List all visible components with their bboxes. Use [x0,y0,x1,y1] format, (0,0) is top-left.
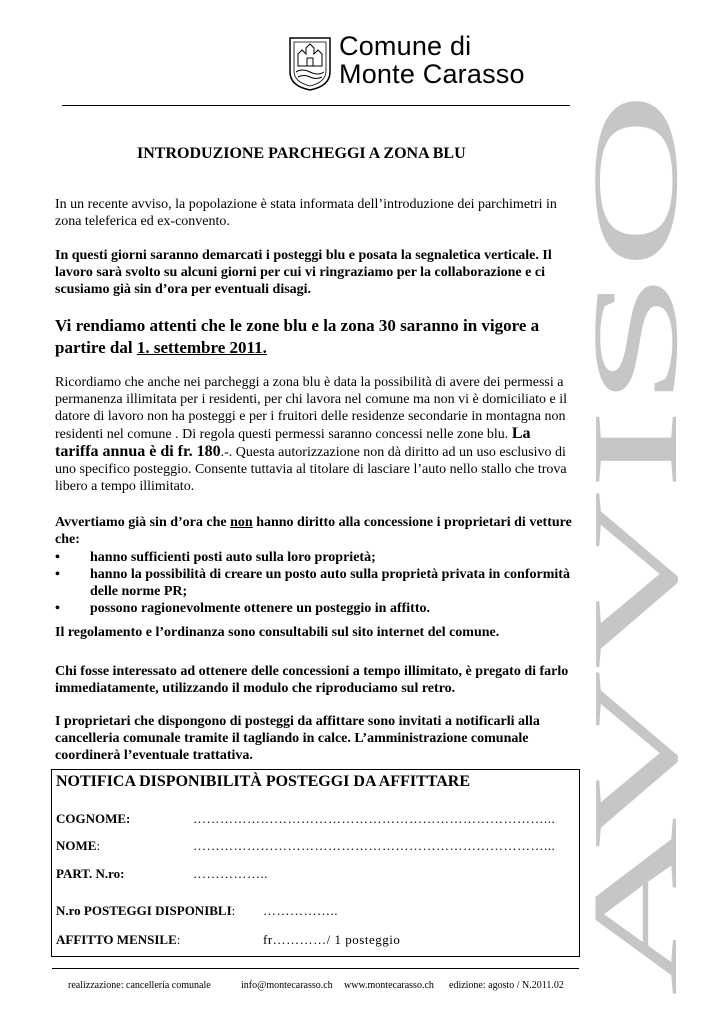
list-item-text: hanno la possibilità di creare un posto auto sulla proprietà privata in conformità delle norme PR; [90,567,570,599]
affitto-label-text: AFFITTO MENSILE [56,932,177,947]
footer-credit: realizzazione: cancelleria comunale [68,980,211,991]
posteggi-label [56,903,235,919]
bullet-icon: • [55,550,60,565]
permits-paragraph [55,374,577,495]
permits-text-a: Ricordiamo che anche nei parcheggi a zona blu è data la possibilità di avere dei permessi a permanenza illimitata per i residenti, per chi lavora nel comune ma non vi è domiciliato e il datore di lavoro non ha posteggi e per i fruitori delle residenze secondarie in montagna non residenti nel comune . Di regola questi permessi saranno concessi nelle zone blu. [55,375,567,442]
town-name-line2: Monte Carasso [339,59,525,89]
nome-label-text: NOME [56,838,97,853]
notice-date: 1. settembre 2011. [136,338,267,357]
coat-of-arms-icon [288,36,332,92]
footer-website[interactable]: www.montecarasso.ch [344,980,434,991]
posteggi-label-text: N.ro POSTEGGI DISPONIBLI [56,903,232,918]
affitto-field[interactable]: fr…………/ 1 posteggio [263,932,401,947]
form-title: NOTIFICA DISPONIBILITÀ POSTEGGI DA AFFITTARE [56,773,471,790]
cognome-label: COGNOME: [56,811,131,826]
page-title: INTRODUZIONE PARCHEGGI A ZONA BLU [137,145,466,162]
list-item-text: hanno sufficienti posti auto sulla loro proprietà; [90,550,376,565]
part-label: PART. N.ro: [56,866,125,881]
bullet-icon: • [55,567,60,582]
list-item [55,566,575,600]
regulation-paragraph: Il regolamento e l’ordinanza sono consultabili sul sito internet del comune. [55,625,500,640]
list-item-text: possono ragionevolmente ottenere un posteggio in affitto. [90,601,430,616]
nome-label-colon: : [96,838,101,853]
cognome-field[interactable]: ……………………………………………………………………... [193,811,556,826]
bullet-icon: • [55,601,60,616]
avviso-side-banner [568,84,703,1002]
warning-underlined: non [230,515,253,530]
header-divider [62,105,570,106]
affitto-label [56,932,180,948]
permits-text-b: .-. Questa autorizzazione non dà diritto ad un uso esclusivo di uno specifico posteggio. Consente tuttavia al titolare di lasciare l’auto nello stallo che trova libero a tempo illimitato. [55,445,567,494]
posteggi-field[interactable]: …………….. [263,903,338,918]
warning-after: hanno diritto alla concessione i proprietari di vetture che: [55,515,572,547]
affitto-label-colon: : [176,932,181,947]
rental-paragraph: I proprietari che dispongono di posteggi da affittare sono invitati a notificarli alla cancelleria comunale tramite il tagliando in calce. L’amministrazione comunale coordinerà l’eventuale trattativa. [55,714,540,763]
posteggi-label-colon: : [231,903,236,918]
notice-text: Vi rendiamo attenti che le zone blu e la zona 30 saranno in vigore a partire dal [55,316,540,357]
town-name-line1: Comune di [339,31,472,61]
warning-before: Avvertiamo già sin d’ora che [55,515,231,530]
part-field[interactable]: …………….. [193,866,268,881]
footer-edition: edizione: agosto / N.2011.02 [449,980,564,991]
effective-date-notice [55,315,585,359]
warning-paragraph [55,514,577,548]
application-paragraph: Chi fosse interessato ad ottenere delle concessioni a tempo illimitato, è pregato di farlo immediatamente, utilizzando il modulo che riproduciamo sul retro. [55,664,569,696]
avviso-text: AVVISO [568,550,703,996]
marking-paragraph: In questi giorni saranno demarcati i posteggi blu e posata la segnaletica verticale. Il lavoro sarà svolto su alcuni giorni per cui vi ringraziamo per la collaborazione e ci scusiamo già sin d’ora per eventuali disagi. [55,248,552,297]
annual-fee: La tariffa annua è di fr. 180 [55,425,531,460]
footer-divider [52,968,579,969]
intro-paragraph: In un recente avviso, la popolazione è stata informata dell’introduzione dei parchimetri in zona teleferica ed ex-convento. [55,197,557,229]
nome-field[interactable]: ……………………………………………………………………... [193,838,556,853]
notification-form [51,769,580,957]
nome-label [56,838,100,854]
footer-email[interactable]: info@montecarasso.ch [241,980,333,991]
